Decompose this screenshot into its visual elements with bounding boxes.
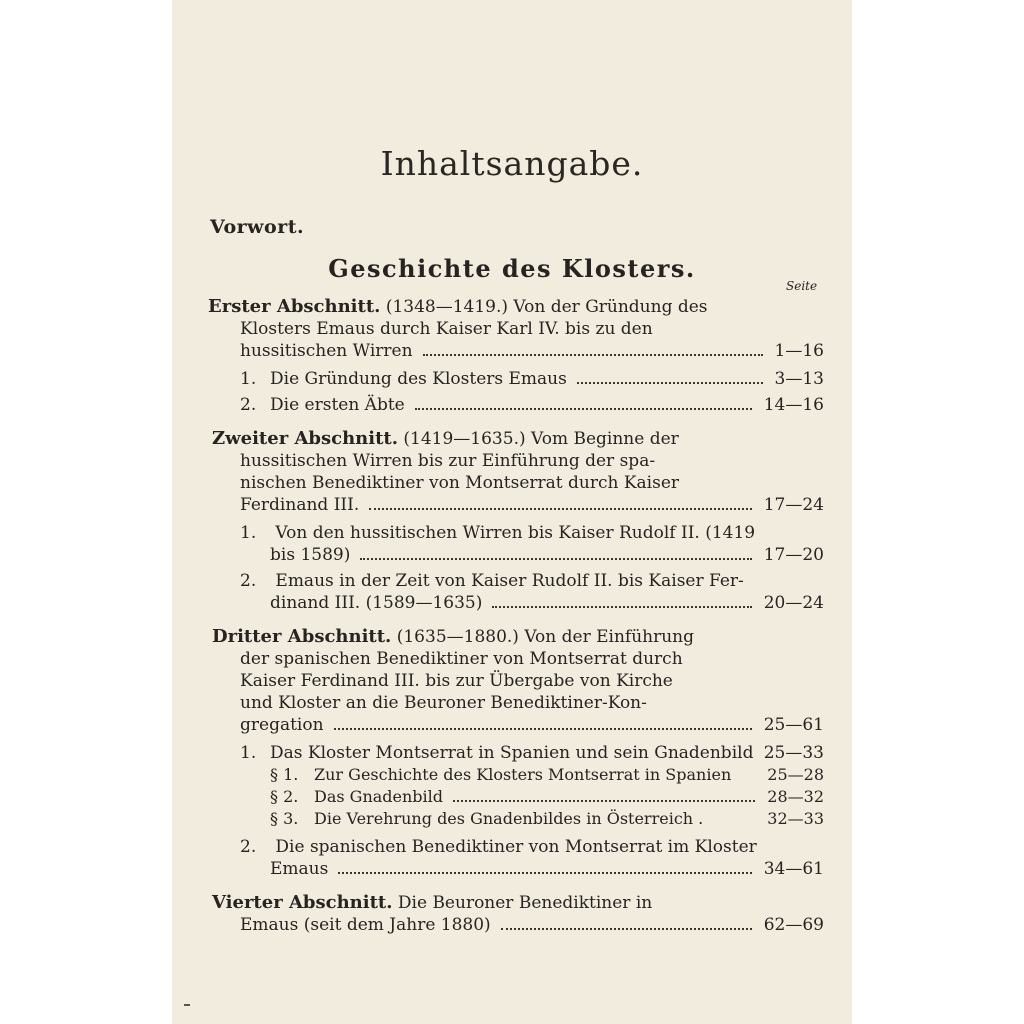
item-text: dinand III. (1589—1635) — [270, 593, 483, 613]
item-number: 2. — [240, 395, 257, 415]
dot-leader — [360, 558, 751, 560]
page-range: 62—69 — [763, 915, 824, 935]
entry-text: Ferdinand III. — [240, 495, 360, 515]
dot-leader — [423, 354, 763, 356]
entry-text: Die Beuroner Benediktiner in — [397, 893, 653, 913]
dot-leader — [453, 800, 755, 802]
toc-paragraph — [270, 764, 824, 786]
page-range: 25—61 — [763, 715, 824, 735]
toc-subentry — [240, 742, 824, 764]
page-range: 17—20 — [763, 545, 824, 565]
item-text: Emaus in der Zeit von Kaiser Rudolf II. bis Kaiser Fer- — [275, 571, 744, 591]
toc-subentry — [240, 836, 757, 858]
entry-text: (1635—1880.) Von der Einführung — [396, 627, 695, 647]
entry-text: Klosters Emaus durch Kaiser Karl IV. bis zu den — [240, 319, 653, 339]
page-range: 20—24 — [763, 593, 824, 613]
dot-leader — [501, 928, 752, 930]
entry-text: (1419—1635.) Vom Beginne der — [403, 429, 679, 449]
paragraph-number: § 3. — [270, 809, 299, 828]
paragraph-number: § 1. — [270, 765, 299, 784]
page-mark — [184, 1004, 190, 1006]
page-range: 3—13 — [774, 369, 824, 389]
toc-subentry — [240, 368, 824, 390]
entry-text: hussitischen Wirren bis zur Einführung der spa- — [240, 451, 656, 471]
toc-line — [270, 544, 824, 566]
item-text: Die spanischen Benediktiner von Montserrat im Kloster — [275, 837, 757, 857]
dot-leader — [415, 408, 752, 410]
toc-line — [270, 592, 824, 614]
entry-label: Erster Abschnitt. — [208, 296, 381, 317]
entry-text: Emaus (seit dem Jahre 1880) — [240, 915, 491, 935]
dot-leader — [338, 872, 751, 874]
entry-label: Dritter Abschnitt. — [212, 626, 392, 647]
toc-line — [240, 340, 824, 362]
item-text: Das Gnadenbild — [314, 787, 444, 806]
page-range: 17—24 — [763, 495, 824, 515]
dot-leader — [334, 728, 752, 730]
page-range: 28—32 — [767, 787, 824, 806]
entry-text: gregation — [240, 715, 324, 735]
toc-line — [240, 494, 824, 516]
toc-line — [270, 858, 824, 880]
item-number: 2. — [240, 571, 257, 591]
entry-label: Vierter Abschnitt. — [212, 892, 393, 913]
entry-text: Kaiser Ferdinand III. bis zur Übergabe von Kirche — [240, 671, 673, 691]
toc-subentry — [240, 570, 744, 592]
toc-paragraph — [270, 786, 824, 808]
toc-subentry — [240, 522, 755, 544]
item-text: Das Kloster Montserrat in Spanien und sein Gnadenbild — [270, 743, 754, 763]
toc-entry-2 — [212, 428, 679, 450]
item-text: Zur Geschichte des Klosters Montserrat in Spanien — [314, 765, 732, 784]
entry-text: nischen Benediktiner von Montserrat durch Kaiser — [240, 473, 680, 493]
toc-entry-4 — [212, 892, 652, 914]
dot-leader — [577, 382, 763, 384]
item-text: Die ersten Äbte — [270, 395, 405, 415]
vorwort-entry: Vorwort. — [210, 216, 305, 238]
page-range: 25—33 — [763, 743, 824, 763]
dot-leader — [369, 508, 751, 510]
toc-line — [240, 714, 824, 736]
entry-text: der spanischen Benediktiner von Montserrat durch — [240, 649, 683, 669]
toc-line — [240, 914, 824, 936]
item-number: 1. — [240, 523, 257, 543]
entry-text: und Kloster an die Beuroner Benediktiner-Kon- — [240, 693, 647, 713]
section-heading: Geschichte des Klosters. — [328, 254, 696, 283]
item-number: 2. — [240, 837, 257, 857]
item-text: Die Gründung des Klosters Emaus — [270, 369, 567, 389]
toc-subentry — [240, 394, 824, 416]
item-text: Von den hussitischen Wirren bis Kaiser Rudolf II. (1419 — [275, 523, 756, 543]
toc-entry-3 — [212, 626, 694, 648]
page-range: 14—16 — [763, 395, 824, 415]
entry-text: hussitischen Wirren — [240, 341, 413, 361]
page-title: Inhaltsangabe. — [380, 144, 644, 183]
item-text: Die Verehrung des Gnadenbildes in Österreich . — [314, 809, 704, 828]
item-number: 1. — [240, 369, 257, 389]
page-column-header: Seite — [786, 279, 818, 293]
toc-paragraph — [270, 808, 824, 830]
page-range: 1—16 — [774, 341, 824, 361]
page-range: 34—61 — [763, 859, 824, 879]
entry-text: (1348—1419.) Von der Gründung des — [385, 297, 708, 317]
item-text: Emaus — [270, 859, 329, 879]
page-range: 25—28 — [767, 765, 824, 784]
item-text: bis 1589) — [270, 545, 351, 565]
page-range: 32—33 — [767, 809, 824, 828]
entry-label: Zweiter Abschnitt. — [212, 428, 398, 449]
dot-leader — [492, 606, 751, 608]
paragraph-number: § 2. — [270, 787, 299, 806]
item-number: 1. — [240, 743, 257, 763]
toc-entry-1 — [208, 296, 824, 318]
